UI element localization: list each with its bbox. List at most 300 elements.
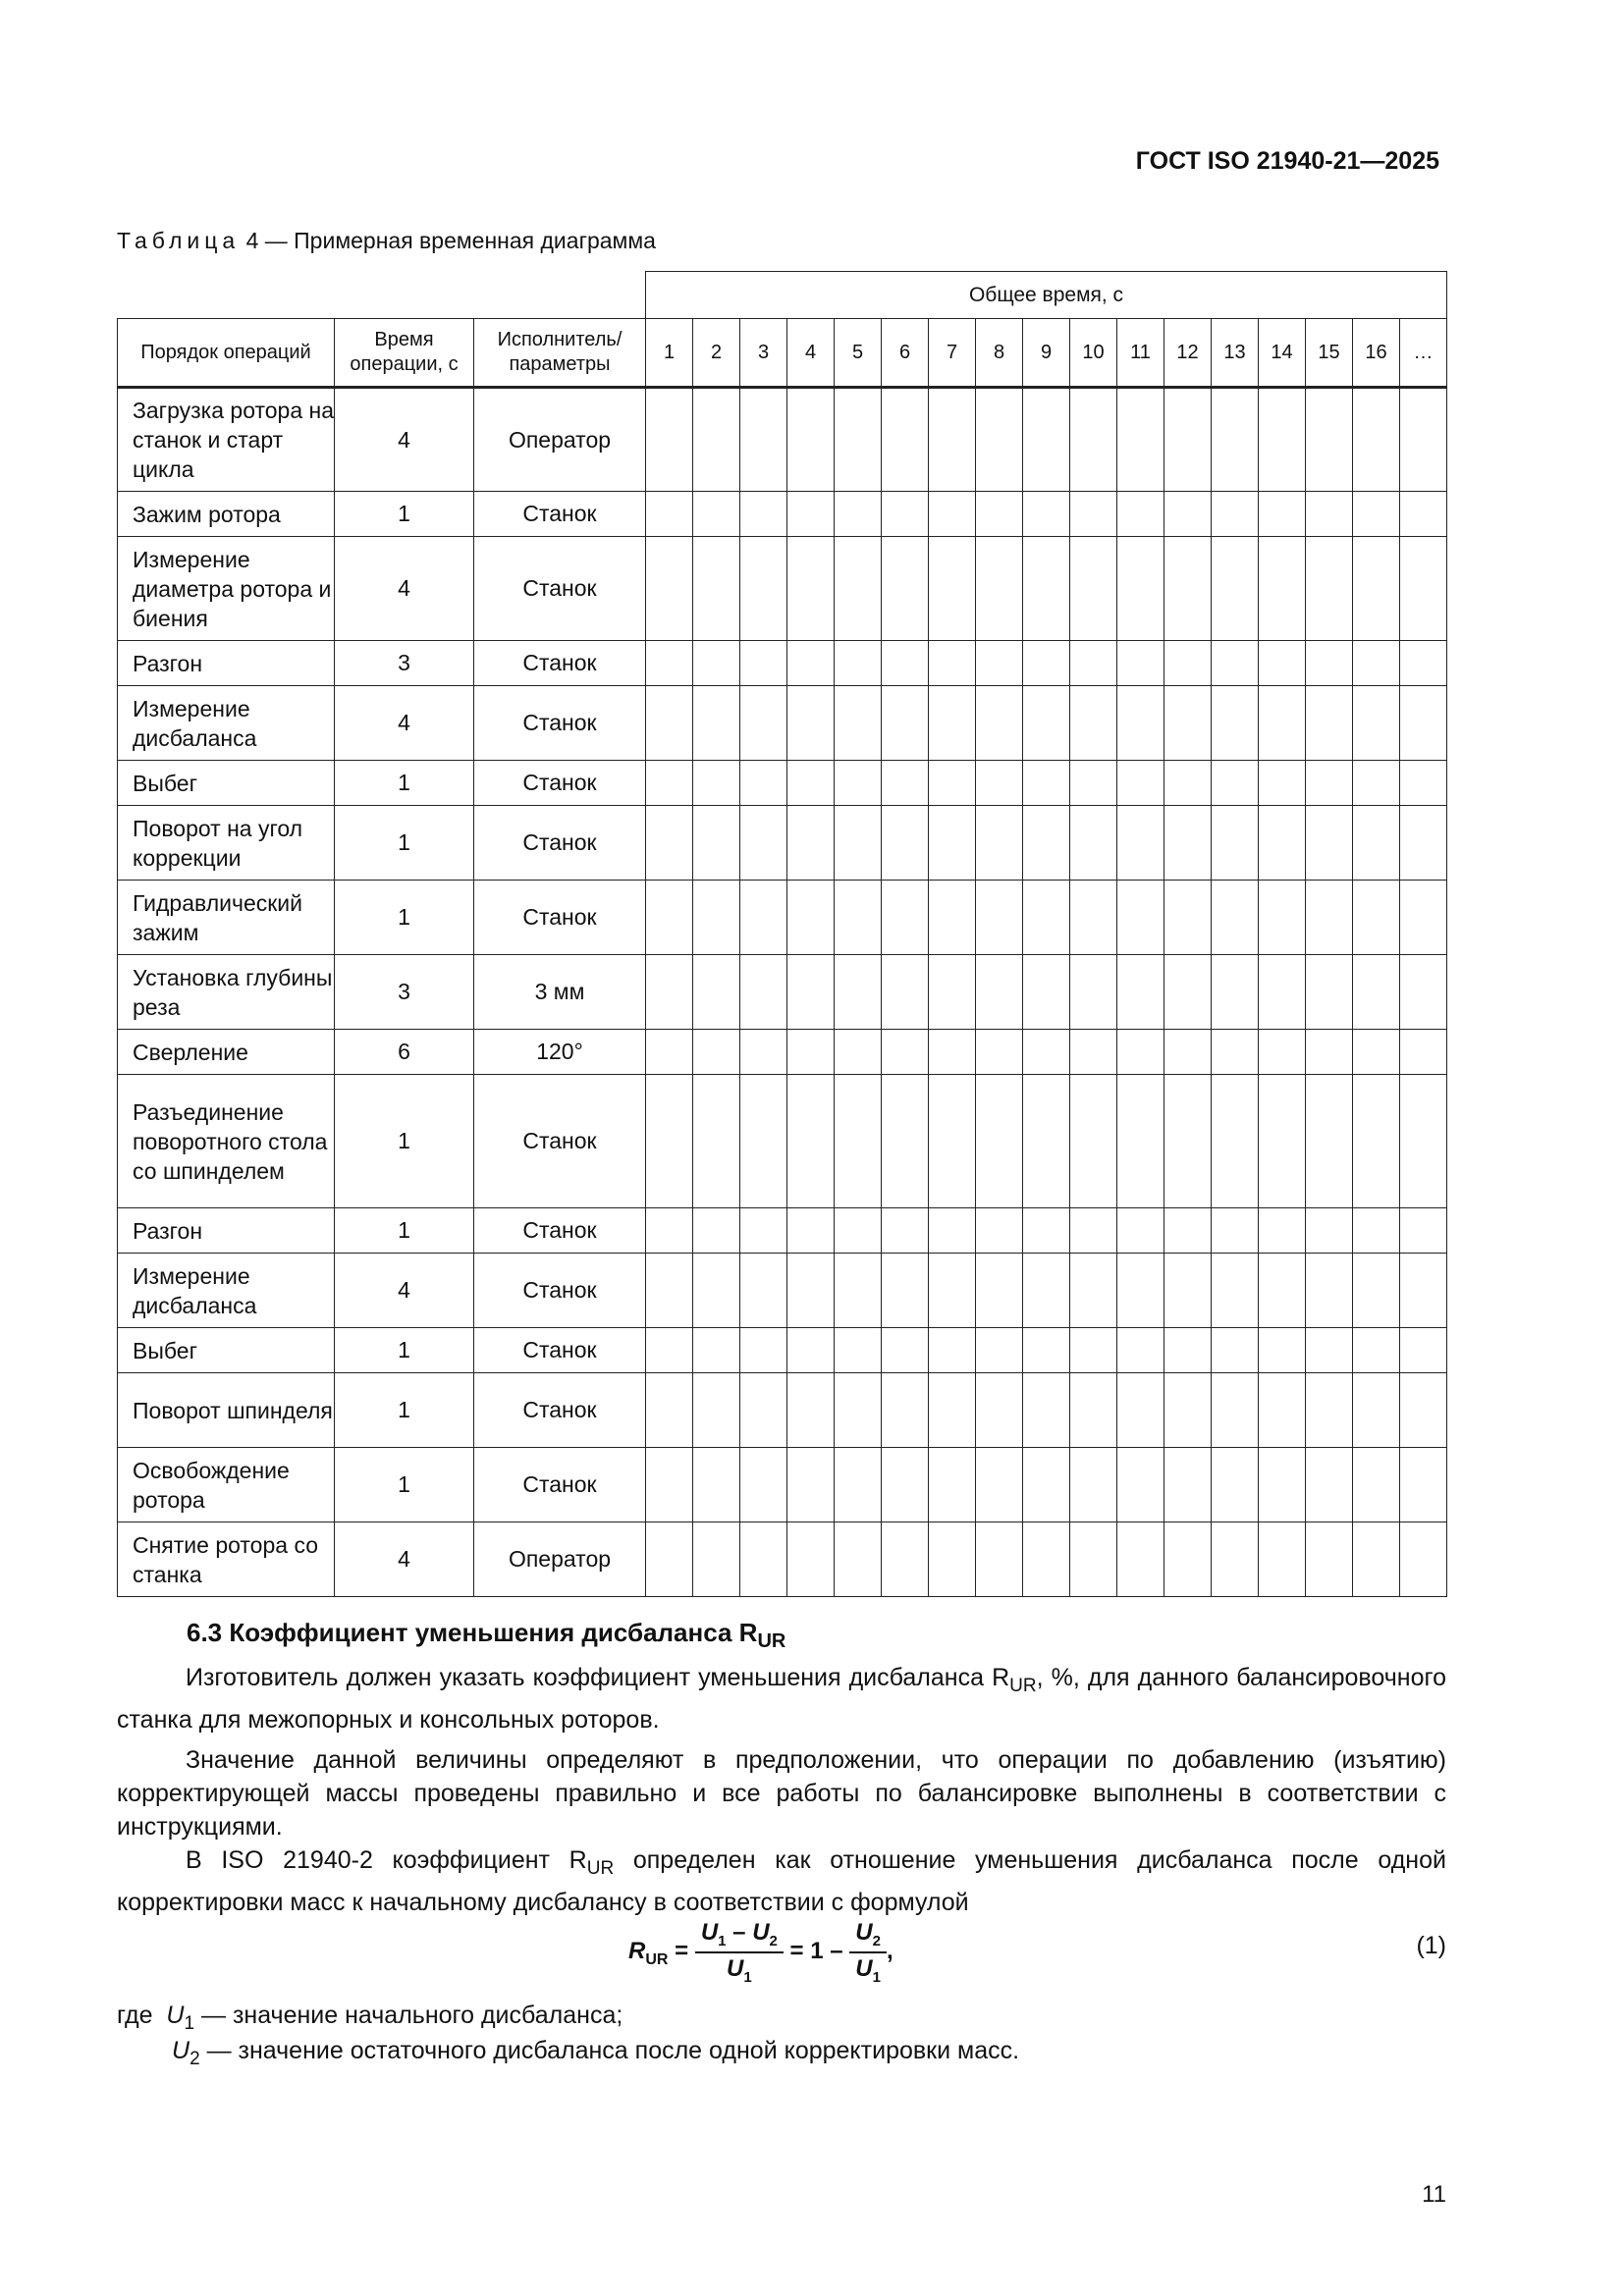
time-cell xyxy=(1164,1254,1212,1328)
time-cell xyxy=(1164,881,1212,955)
time-cell xyxy=(1353,761,1400,806)
time-cell xyxy=(787,1208,835,1254)
operation-name: Установка глубины реза xyxy=(118,955,335,1030)
time-cell xyxy=(1212,388,1259,492)
time-cell xyxy=(1400,1075,1447,1208)
time-cell xyxy=(1400,1373,1447,1448)
time-cell xyxy=(1070,1522,1117,1597)
table-row xyxy=(118,806,1447,881)
operation-name: Поворот на угол коррекции xyxy=(118,806,335,881)
time-cell xyxy=(976,641,1023,686)
operation-executor: Станок xyxy=(474,806,646,881)
time-cell xyxy=(882,1030,929,1075)
time-cell xyxy=(835,641,882,686)
time-cell xyxy=(646,492,693,537)
time-cell xyxy=(1306,537,1353,641)
time-column-header: 2 xyxy=(693,319,740,388)
time-cell xyxy=(1070,686,1117,761)
time-cell xyxy=(1212,537,1259,641)
time-cell xyxy=(1306,686,1353,761)
operation-time: 1 xyxy=(335,761,474,806)
time-cell xyxy=(1023,881,1070,955)
table-row xyxy=(118,641,1447,686)
time-column-header: 3 xyxy=(740,319,787,388)
time-cell xyxy=(882,388,929,492)
operation-name: Гидравлический зажим xyxy=(118,881,335,955)
time-cell xyxy=(976,537,1023,641)
time-cell xyxy=(646,1373,693,1448)
time-cell xyxy=(740,537,787,641)
time-cell xyxy=(976,492,1023,537)
time-cell xyxy=(882,1328,929,1373)
paragraph-1 xyxy=(117,1661,1446,1736)
operation-executor: Станок xyxy=(474,1254,646,1328)
operation-name: Измерение дисбаланса xyxy=(118,1254,335,1328)
time-cell xyxy=(646,686,693,761)
operation-time: 1 xyxy=(335,806,474,881)
where-text-1: — значение начального дисбаланса; xyxy=(194,2002,623,2029)
time-column-header: 4 xyxy=(787,319,835,388)
time-cell xyxy=(1212,1328,1259,1373)
time-cell xyxy=(1117,1030,1164,1075)
time-cell xyxy=(1117,1328,1164,1373)
where-sub-2: 2 xyxy=(189,2049,200,2069)
p1-text-b: , %, для данного балансировочного станка для межопорных и консольных роторов. xyxy=(117,1664,1446,1734)
time-cell xyxy=(693,686,740,761)
table-row xyxy=(118,1030,1447,1075)
time-cell xyxy=(1353,1522,1400,1597)
time-cell xyxy=(787,761,835,806)
time-cell xyxy=(1306,761,1353,806)
time-cell xyxy=(882,955,929,1030)
time-cell xyxy=(929,1448,976,1522)
time-cell xyxy=(693,1030,740,1075)
time-cell xyxy=(882,1254,929,1328)
time-cell xyxy=(693,1254,740,1328)
operation-time: 1 xyxy=(335,881,474,955)
time-cell xyxy=(1259,1030,1306,1075)
time-cell xyxy=(646,1075,693,1208)
time-cell xyxy=(1164,1208,1212,1254)
time-cell xyxy=(929,881,976,955)
formula-1: $R_{UR}$ = $\frac{U_1 - U_2}{U_1}$ = 1 – $\frac{U_2}{U_1}$ , xyxy=(628,1919,893,1986)
time-cell xyxy=(1353,881,1400,955)
table-row xyxy=(118,761,1447,806)
table-caption-number: 4 xyxy=(245,228,259,253)
time-cell xyxy=(787,537,835,641)
time-column-header: 14 xyxy=(1259,319,1306,388)
time-cell xyxy=(1259,1328,1306,1373)
table-row xyxy=(118,1075,1447,1208)
section-heading xyxy=(187,1618,785,1653)
time-cell xyxy=(882,1208,929,1254)
time-cell xyxy=(929,806,976,881)
time-cell xyxy=(1117,1075,1164,1208)
time-cell xyxy=(976,1254,1023,1328)
time-cell xyxy=(1070,1254,1117,1328)
time-cell xyxy=(1023,686,1070,761)
time-cell xyxy=(1306,1208,1353,1254)
time-cell xyxy=(1259,1254,1306,1328)
time-cell xyxy=(787,1328,835,1373)
time-cell xyxy=(1164,1522,1212,1597)
time-cell xyxy=(1070,1328,1117,1373)
time-cell xyxy=(740,1208,787,1254)
time-cell xyxy=(1259,641,1306,686)
time-cell xyxy=(787,1522,835,1597)
operation-time: 6 xyxy=(335,1030,474,1075)
time-cell xyxy=(1259,492,1306,537)
time-cell xyxy=(976,1328,1023,1373)
time-cell xyxy=(1212,1448,1259,1522)
time-cell xyxy=(1259,1373,1306,1448)
time-cell xyxy=(976,761,1023,806)
time-cell xyxy=(1353,955,1400,1030)
time-cell xyxy=(1353,388,1400,492)
time-cell xyxy=(1164,806,1212,881)
time-cell xyxy=(1023,955,1070,1030)
operation-time: 4 xyxy=(335,1522,474,1597)
time-cell xyxy=(693,1522,740,1597)
time-cell xyxy=(1023,1373,1070,1448)
paragraph-3 xyxy=(117,1843,1446,1919)
p1-text-a: Изготовитель должен указать коэффициент уменьшения дисбаланса R xyxy=(186,1664,1010,1691)
time-cell xyxy=(1023,641,1070,686)
time-cell xyxy=(1117,388,1164,492)
time-cell xyxy=(1117,641,1164,686)
time-cell xyxy=(1212,761,1259,806)
time-cell xyxy=(976,686,1023,761)
time-column-header: 5 xyxy=(835,319,882,388)
time-cell xyxy=(1353,1030,1400,1075)
time-cell xyxy=(646,806,693,881)
timing-diagram-table xyxy=(117,271,1447,1597)
time-cell xyxy=(976,806,1023,881)
time-cell xyxy=(1306,1522,1353,1597)
operation-executor: 120° xyxy=(474,1030,646,1075)
operation-time: 4 xyxy=(335,388,474,492)
time-cell xyxy=(740,881,787,955)
time-column-header: … xyxy=(1400,319,1447,388)
time-cell xyxy=(929,955,976,1030)
operation-name: Выбег xyxy=(118,761,335,806)
time-cell xyxy=(835,955,882,1030)
time-cell xyxy=(1070,641,1117,686)
time-cell xyxy=(1164,955,1212,1030)
time-cell xyxy=(1070,881,1117,955)
time-cell xyxy=(693,388,740,492)
time-cell xyxy=(1212,1254,1259,1328)
time-cell xyxy=(1400,806,1447,881)
time-cell xyxy=(740,1075,787,1208)
time-cell xyxy=(1023,806,1070,881)
time-cell xyxy=(835,1030,882,1075)
time-cell xyxy=(787,955,835,1030)
time-cell xyxy=(1212,1075,1259,1208)
time-cell xyxy=(835,1522,882,1597)
time-cell xyxy=(787,881,835,955)
p3-sub: UR xyxy=(586,1858,615,1879)
table-caption-title: — Примерная временная диаграмма xyxy=(264,228,656,253)
time-cell xyxy=(740,1373,787,1448)
time-cell xyxy=(1023,1448,1070,1522)
time-cell xyxy=(646,1522,693,1597)
operation-executor: Оператор xyxy=(474,1522,646,1597)
time-cell xyxy=(929,1522,976,1597)
time-cell xyxy=(835,1075,882,1208)
time-cell xyxy=(1117,1208,1164,1254)
operation-name: Разгон xyxy=(118,641,335,686)
operation-time: 1 xyxy=(335,1448,474,1522)
time-cell xyxy=(787,1373,835,1448)
time-cell xyxy=(882,1448,929,1522)
time-cell xyxy=(835,761,882,806)
time-cell xyxy=(929,1328,976,1373)
operation-executor: Станок xyxy=(474,641,646,686)
time-cell xyxy=(1164,686,1212,761)
time-cell xyxy=(740,641,787,686)
time-cell xyxy=(1117,955,1164,1030)
time-cell xyxy=(1212,955,1259,1030)
time-cell xyxy=(835,388,882,492)
time-cell xyxy=(740,1030,787,1075)
time-cell xyxy=(1400,1030,1447,1075)
time-cell xyxy=(646,1254,693,1328)
time-cell xyxy=(693,641,740,686)
time-cell xyxy=(976,1075,1023,1208)
time-cell xyxy=(1353,686,1400,761)
time-cell xyxy=(1400,388,1447,492)
time-cell xyxy=(1023,1208,1070,1254)
time-cell xyxy=(1117,806,1164,881)
time-cell xyxy=(1259,761,1306,806)
time-cell xyxy=(646,388,693,492)
time-cell xyxy=(1023,1254,1070,1328)
time-cell xyxy=(1164,1373,1212,1448)
time-cell xyxy=(1164,388,1212,492)
operation-executor: Станок xyxy=(474,1373,646,1448)
time-cell xyxy=(1070,955,1117,1030)
time-cell xyxy=(976,1373,1023,1448)
table-row xyxy=(118,1448,1447,1522)
time-cell xyxy=(1306,955,1353,1030)
time-cell xyxy=(740,806,787,881)
time-cell xyxy=(1306,881,1353,955)
where-symbol-2: U xyxy=(172,2037,190,2064)
time-cell xyxy=(1023,537,1070,641)
operation-time: 4 xyxy=(335,537,474,641)
time-cell xyxy=(1164,1448,1212,1522)
time-cell xyxy=(882,806,929,881)
time-cell xyxy=(646,955,693,1030)
time-cell xyxy=(835,686,882,761)
time-cell xyxy=(1353,1373,1400,1448)
document-number: ГОСТ ISO 21940-21—2025 xyxy=(1135,147,1439,175)
time-cell xyxy=(1353,492,1400,537)
time-cell xyxy=(1212,686,1259,761)
time-cell xyxy=(1023,1328,1070,1373)
time-cell xyxy=(1353,806,1400,881)
where-line-2 xyxy=(172,2034,1019,2076)
operation-executor: Станок xyxy=(474,1448,646,1522)
operation-name: Разгон xyxy=(118,1208,335,1254)
time-cell xyxy=(1212,1373,1259,1448)
section-title-sub: UR xyxy=(757,1630,786,1653)
time-cell xyxy=(1164,1030,1212,1075)
time-cell xyxy=(1306,806,1353,881)
time-cell xyxy=(882,761,929,806)
operation-name: Зажим ротора xyxy=(118,492,335,537)
time-cell xyxy=(787,492,835,537)
table-row xyxy=(118,881,1447,955)
operation-name: Сверление xyxy=(118,1030,335,1075)
time-cell xyxy=(1212,881,1259,955)
time-cell xyxy=(740,1328,787,1373)
time-cell xyxy=(1117,1373,1164,1448)
time-cell xyxy=(740,1254,787,1328)
time-cell xyxy=(693,1328,740,1373)
time-cell xyxy=(1070,537,1117,641)
time-cell xyxy=(1400,1208,1447,1254)
time-cell xyxy=(1259,1075,1306,1208)
time-cell xyxy=(1400,492,1447,537)
time-cell xyxy=(1070,1030,1117,1075)
time-cell xyxy=(1117,537,1164,641)
time-cell xyxy=(929,1208,976,1254)
time-cell xyxy=(1400,761,1447,806)
time-cell xyxy=(1400,1254,1447,1328)
operation-time: 1 xyxy=(335,1075,474,1208)
time-cell xyxy=(693,1448,740,1522)
time-cell xyxy=(1259,1522,1306,1597)
operation-name: Освобождение ротора xyxy=(118,1448,335,1522)
time-cell xyxy=(693,1075,740,1208)
time-cell xyxy=(835,881,882,955)
time-cell xyxy=(1353,537,1400,641)
operation-name: Выбег xyxy=(118,1328,335,1373)
table-row xyxy=(118,537,1447,641)
operation-time: 3 xyxy=(335,955,474,1030)
operation-executor: Станок xyxy=(474,881,646,955)
time-cell xyxy=(976,1208,1023,1254)
time-cell xyxy=(1400,1522,1447,1597)
table-row xyxy=(118,1522,1447,1597)
time-cell xyxy=(1353,1075,1400,1208)
operation-name: Измерение диаметра ротора и биения xyxy=(118,537,335,641)
p1-sub: UR xyxy=(1009,1676,1037,1696)
time-cell xyxy=(929,641,976,686)
operation-time: 1 xyxy=(335,1328,474,1373)
time-cell xyxy=(1259,686,1306,761)
time-cell xyxy=(1306,1030,1353,1075)
operation-executor: Станок xyxy=(474,761,646,806)
time-cell xyxy=(1023,761,1070,806)
operation-name: Разъединение поворотного стола со шпинделем xyxy=(118,1075,335,1208)
table-row xyxy=(118,1328,1447,1373)
formula-number: (1) xyxy=(1416,1932,1446,1959)
time-cell xyxy=(976,881,1023,955)
time-cell xyxy=(787,806,835,881)
time-cell xyxy=(1212,806,1259,881)
time-cell xyxy=(693,761,740,806)
time-cell xyxy=(646,881,693,955)
time-cell xyxy=(1070,1448,1117,1522)
time-cell xyxy=(787,1448,835,1522)
time-cell xyxy=(1164,1075,1212,1208)
operation-name: Снятие ротора со станка xyxy=(118,1522,335,1597)
time-cell xyxy=(1400,686,1447,761)
time-cell xyxy=(835,1328,882,1373)
p3-text-b: определен как отношение уменьшения дисбаланса после одной корректировки масс к начальному дисбалансу в соответствии с формулой xyxy=(117,1846,1446,1916)
table-caption-label: Таблица xyxy=(117,228,241,253)
time-cell xyxy=(1306,492,1353,537)
time-cell xyxy=(1306,641,1353,686)
operation-executor: Станок xyxy=(474,1075,646,1208)
time-cell xyxy=(740,388,787,492)
time-cell xyxy=(787,686,835,761)
time-cell xyxy=(787,1075,835,1208)
time-cell xyxy=(1353,641,1400,686)
time-cell xyxy=(835,537,882,641)
time-cell xyxy=(1070,1208,1117,1254)
time-cell xyxy=(1070,492,1117,537)
table-row xyxy=(118,388,1447,492)
time-cell xyxy=(740,1448,787,1522)
time-cell xyxy=(1164,641,1212,686)
time-cell xyxy=(1212,641,1259,686)
operation-executor: Станок xyxy=(474,686,646,761)
time-cell xyxy=(929,761,976,806)
time-column-header: 8 xyxy=(976,319,1023,388)
time-cell xyxy=(740,955,787,1030)
time-cell xyxy=(1259,881,1306,955)
time-cell xyxy=(1400,1328,1447,1373)
time-cell xyxy=(1023,1030,1070,1075)
time-column-header: 13 xyxy=(1212,319,1259,388)
table-row xyxy=(118,1373,1447,1448)
time-cell xyxy=(787,1254,835,1328)
where-text-2: — значение остаточного дисбаланса после одной корректировки масс. xyxy=(199,2037,1020,2064)
table-row xyxy=(118,1254,1447,1328)
time-cell xyxy=(882,1373,929,1448)
time-cell xyxy=(1400,537,1447,641)
time-cell xyxy=(1259,806,1306,881)
time-cell xyxy=(1212,1522,1259,1597)
col-header-order: Порядок операций xyxy=(118,319,335,388)
operation-time: 1 xyxy=(335,492,474,537)
time-cell xyxy=(1070,806,1117,881)
operation-executor: Оператор xyxy=(474,388,646,492)
time-cell xyxy=(835,1448,882,1522)
time-cell xyxy=(1117,686,1164,761)
where-prefix: где xyxy=(117,2002,153,2029)
time-cell xyxy=(693,806,740,881)
table-caption xyxy=(117,228,656,254)
operation-time: 1 xyxy=(335,1208,474,1254)
time-cell xyxy=(693,492,740,537)
operation-time: 4 xyxy=(335,1254,474,1328)
time-cell xyxy=(1023,1075,1070,1208)
time-cell xyxy=(740,492,787,537)
time-cell xyxy=(929,537,976,641)
operation-executor: Станок xyxy=(474,1208,646,1254)
time-cell xyxy=(1353,1328,1400,1373)
time-cell xyxy=(835,1254,882,1328)
time-cell xyxy=(1353,1254,1400,1328)
time-cell xyxy=(1306,1373,1353,1448)
time-cell xyxy=(1400,641,1447,686)
time-cell xyxy=(1023,492,1070,537)
